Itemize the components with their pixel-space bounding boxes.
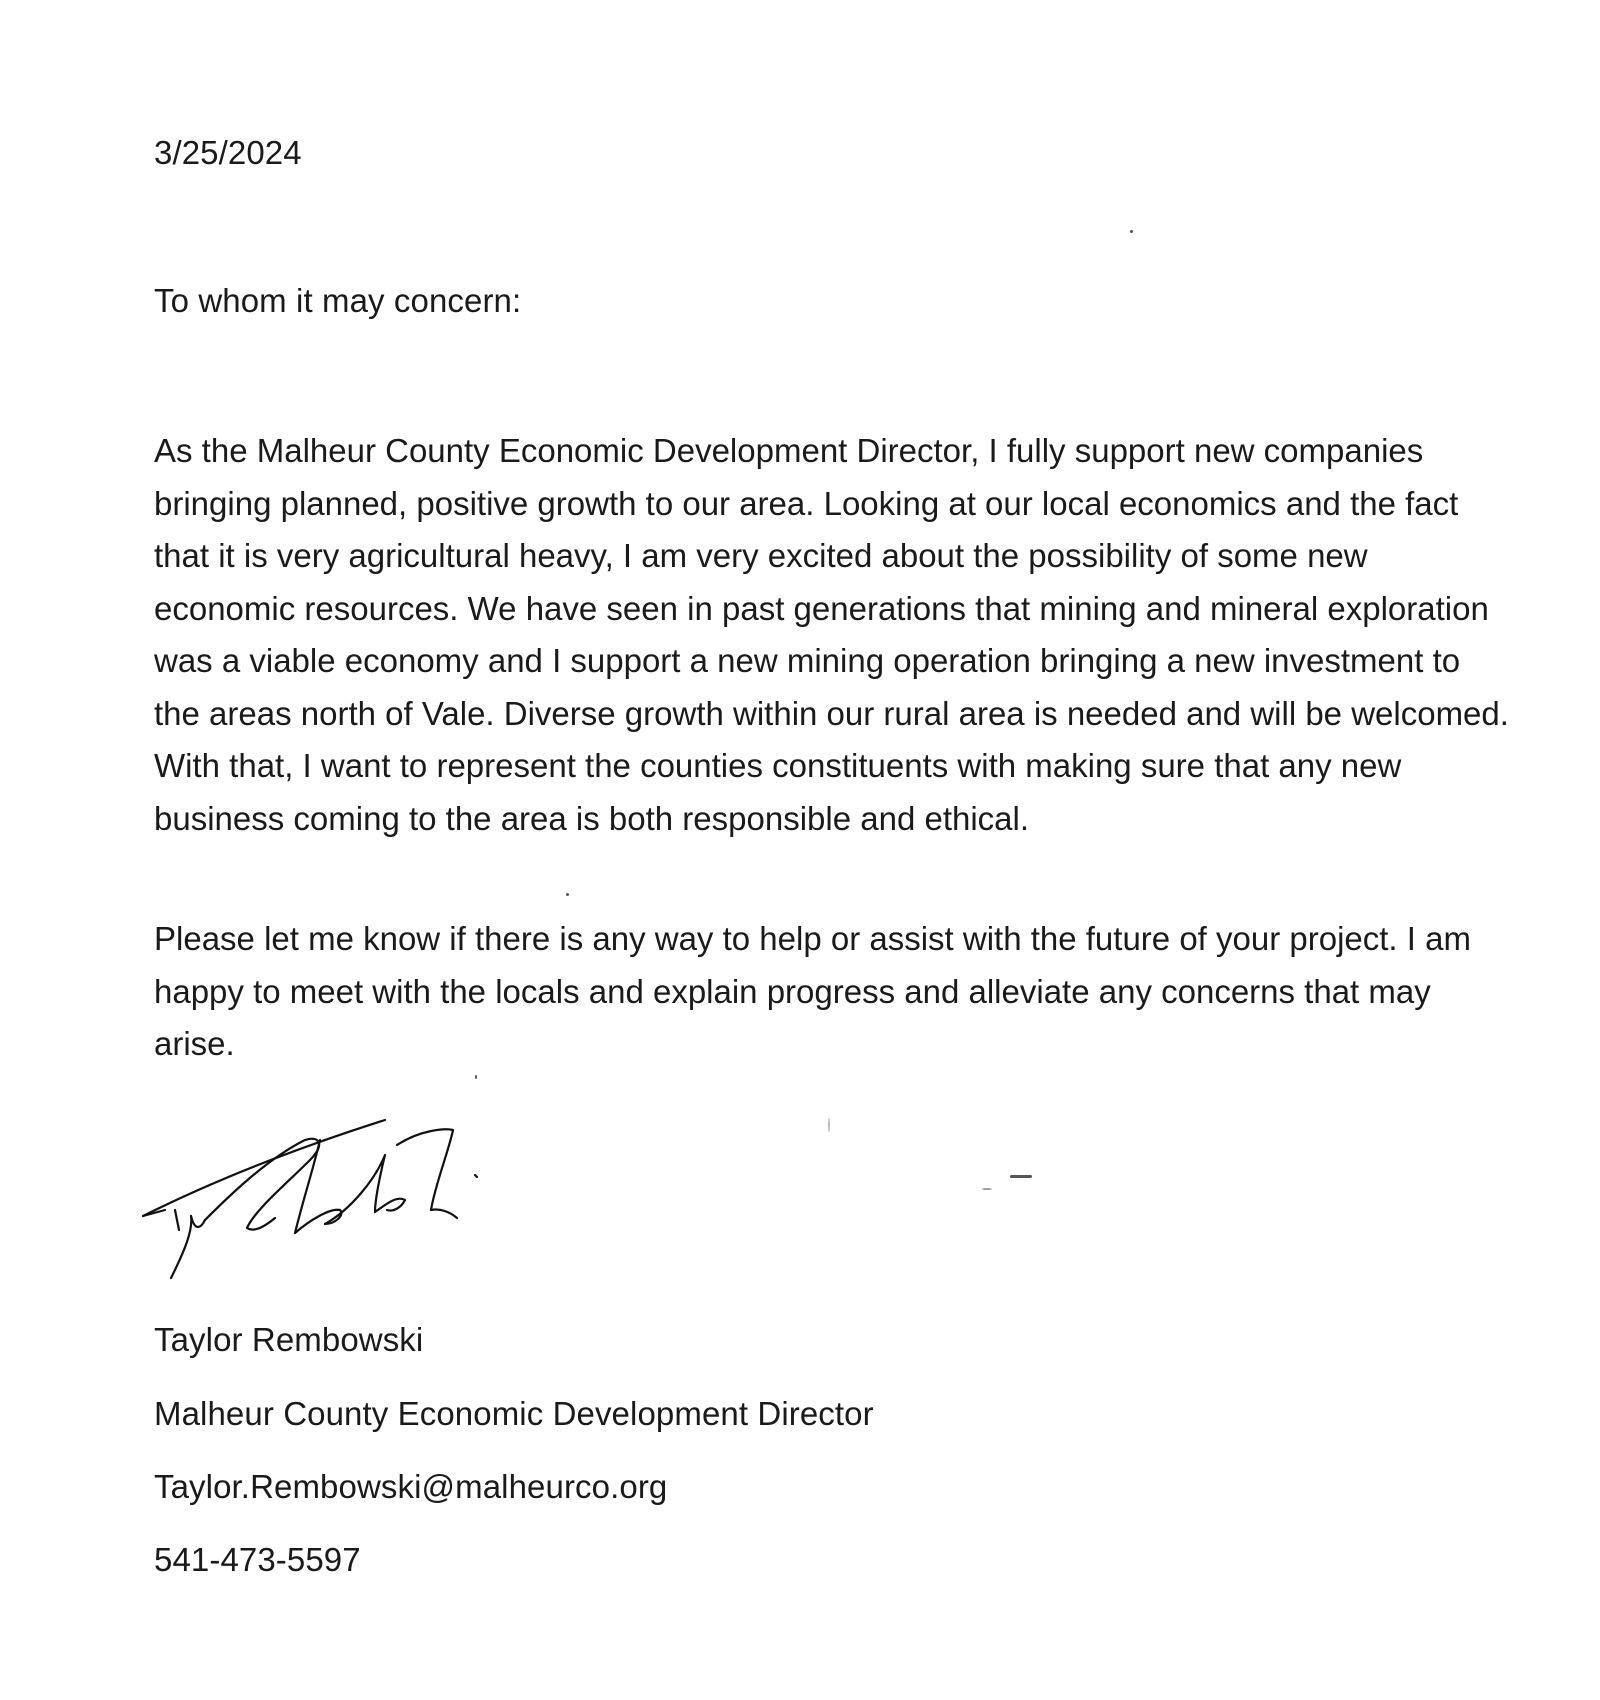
letter-date: 3/25/2024 xyxy=(154,134,302,171)
signature-icon xyxy=(135,1100,535,1290)
scan-speck xyxy=(1130,230,1133,233)
signer-phone: 541-473-5597 xyxy=(154,1541,361,1578)
scan-speck xyxy=(828,1118,830,1132)
scan-speck xyxy=(566,893,569,896)
signer-email: Taylor.Rembowski@malheurco.org xyxy=(154,1468,668,1505)
signer-title: Malheur County Economic Development Director xyxy=(154,1395,874,1432)
body-paragraph-2: Please let me know if there is any way to help or assist with the future of your project. I am happy to meet with the locals and explain progress and alleviate any concerns that may arise. xyxy=(154,920,1471,1062)
scan-speck xyxy=(1010,1175,1032,1178)
scan-speck xyxy=(475,1075,477,1079)
letter-salutation: To whom it may concern: xyxy=(154,282,522,319)
body-paragraph-1: As the Malheur County Economic Development Director, I fully support new companies bringing planned, positive growth to our area. Looking at our local economics and the fact that it is very agricultural heavy, I am very excited about the possibility of some new economic resources. We have seen in past generations that mining and mineral exploration was a viable economy and I support a new mining operation bringing a new investment to the areas north of Vale. Diverse growth within our rural area is needed and will be welcomed. With that, I want to represent the counties constituents with making sure that any new business coming to the area is both responsible and ethical. xyxy=(154,432,1509,837)
scan-speck xyxy=(982,1188,992,1190)
signer-name: Taylor Rembowski xyxy=(154,1321,424,1358)
